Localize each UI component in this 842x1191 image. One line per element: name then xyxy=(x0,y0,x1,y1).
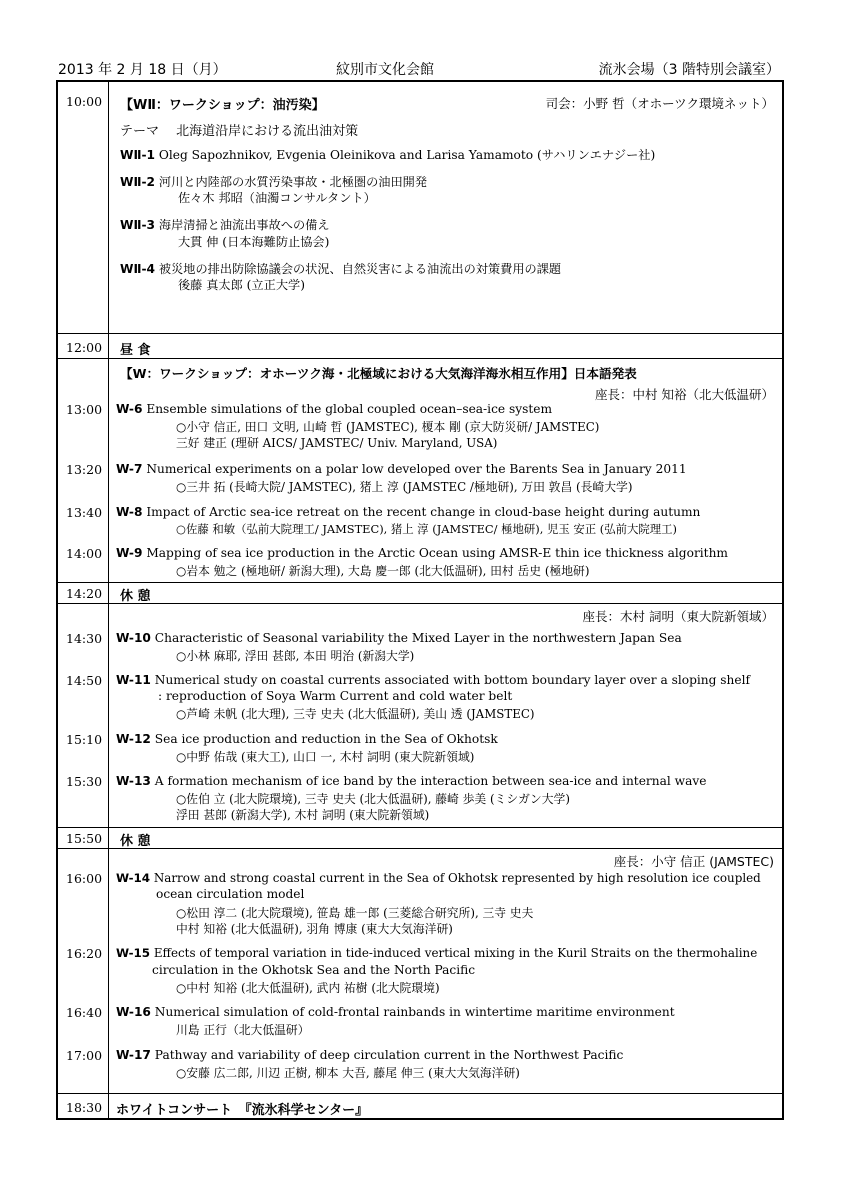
time-label: 13:40 xyxy=(66,505,103,520)
talk-id: WⅡ-4 xyxy=(120,262,156,276)
time-label: 15:10 xyxy=(66,732,103,747)
talk-line: Ensemble simulations of the global coupled ocean–sea-ice system xyxy=(146,402,553,416)
talk-authors: 大貫 伸 (日本海難防止協会) xyxy=(178,235,330,249)
talk-authors: ○佐伯 立 (北大院環境), 三寺 史夫 (北大低温研), 藤崎 歩美 (ミシガン大学) xyxy=(176,792,570,806)
talk-authors: ○岩本 勉之 (極地研/ 新潟大理), 大島 慶一郎 (北大低温研), 田村 岳史 (極地研) xyxy=(176,564,590,578)
talk-entry xyxy=(116,546,728,560)
talk-line: Characteristic of Seasonal variability the Mixed Layer in the northwestern Japan Sea xyxy=(154,631,682,645)
talk-line: A formation mechanism of ice band by the interaction between sea-ice and internal wave xyxy=(154,774,707,788)
time-label: 15:50 xyxy=(66,831,103,846)
talk-line: Numerical experiments on a polar low developed over the Barents Sea in January 2011 xyxy=(146,462,687,476)
time-label: 14:30 xyxy=(66,631,103,646)
header-venue: 紋別市文化会館 xyxy=(336,62,434,78)
talk-entry xyxy=(116,1005,675,1019)
talk-line: : reproduction of Soya Warm Current and cold water belt xyxy=(158,689,513,703)
workshop-chair: 司会：小野 哲（オホーツク環境ネット） xyxy=(545,96,774,111)
talk-id: W-16 xyxy=(116,1005,151,1019)
talk-authors: ○中野 佑哉 (東大工), 山口 一, 木村 詞明 (東大院新領域) xyxy=(176,750,475,764)
talk-id: W-15 xyxy=(116,946,151,960)
talk-id: W-14 xyxy=(116,871,151,885)
talk-line: 河川と内陸部の水質汚染事故・北極圏の油田開発 xyxy=(158,175,428,189)
talk-entry xyxy=(120,260,561,277)
talk-authors: ○安藤 広二郎, 川辺 正樹, 柳本 大吾, 藤尾 伸三 (東大大気海洋研) xyxy=(176,1066,520,1080)
talk-id: W-9 xyxy=(116,546,143,560)
talk-line: Narrow and strong coastal current in the Sea of Okhotsk represented by high resolution ice coupled xyxy=(153,871,761,885)
talk-line: Numerical study on coastal currents associated with bottom boundary layer over a sloping shelf xyxy=(154,673,751,687)
break-label: 休 憩 xyxy=(120,834,151,849)
time-label: 17:00 xyxy=(66,1048,103,1063)
talk-entry xyxy=(116,774,706,788)
talk-entry xyxy=(120,216,330,233)
talk-entry xyxy=(116,1048,623,1062)
talk-line: 海岸清掃と油流出事故への備え xyxy=(158,218,330,232)
talk-entry xyxy=(116,462,687,476)
talk-entry xyxy=(116,673,750,687)
talk-entry xyxy=(116,946,757,960)
talk-line: Sea ice production and reduction in the Sea of Okhotsk xyxy=(154,732,498,746)
talk-authors: 三好 建正 (理研 AICS/ JAMSTEC/ Univ. Maryland, USA) xyxy=(176,436,498,450)
talk-entry xyxy=(120,146,655,163)
talk-id: W-13 xyxy=(116,774,151,788)
talk-line: circulation in the Okhotsk Sea and the North Pacific xyxy=(152,963,476,977)
talk-entry xyxy=(116,402,552,416)
talk-id: W-11 xyxy=(116,673,151,687)
row-divider xyxy=(58,358,782,359)
talk-authors: ○佐藤 和敏（弘前大院理工/ JAMSTEC), 猪上 淳 (JAMSTEC/ 極地研), 児玉 安正 (弘前大院理工) xyxy=(176,522,677,536)
time-label: 10:00 xyxy=(66,94,103,109)
row-divider xyxy=(58,582,782,583)
talk-id: W-12 xyxy=(116,732,151,746)
talk-id: W-10 xyxy=(116,631,151,645)
time-label: 14:00 xyxy=(66,546,103,561)
talk-id: W-7 xyxy=(116,462,143,476)
talk-authors: 佐々木 邦昭（油濁コンサルタント） xyxy=(178,191,376,205)
talk-line: Oleg Sapozhnikov, Evgenia Oleinikova and Larisa Yamamoto (サハリンエナジー社) xyxy=(158,148,656,162)
talk-line: ocean circulation model xyxy=(156,887,305,901)
time-column-divider xyxy=(108,82,109,1118)
row-divider xyxy=(58,1093,782,1094)
talk-authors: ○小守 信正, 田口 文明, 山崎 哲 (JAMSTEC), 榎本 剛 (京大防災研/ JAMSTEC) xyxy=(176,420,600,434)
talk-authors: 浮田 甚郎 (新潟大学), 木村 詞明 (東大院新領域) xyxy=(176,808,430,822)
talk-entry xyxy=(116,871,761,885)
talk-id: W-6 xyxy=(116,402,143,416)
time-label: 16:00 xyxy=(66,871,103,886)
talk-authors: 川島 正行（北大低温研） xyxy=(176,1023,310,1037)
talk-authors: ○三井 拓 (長崎大院/ JAMSTEC), 猪上 淳 (JAMSTEC /極地研), 万田 敦昌 (長崎大学) xyxy=(176,480,633,494)
talk-line: Numerical simulation of cold-frontal rainbands in wintertime maritime environment xyxy=(154,1005,675,1019)
time-label: 14:50 xyxy=(66,673,103,688)
talk-id: WⅡ-2 xyxy=(120,175,156,189)
talk-authors: 後藤 真太郎 (立正大学) xyxy=(178,278,305,292)
time-label: 15:30 xyxy=(66,774,103,789)
talk-line: 被災地の排出防除協議会の状況、自然災害による油流出の対策費用の課題 xyxy=(158,262,562,276)
lunch-label: 昼 食 xyxy=(120,343,151,358)
header-room: 流氷会場（3 階特別会議室） xyxy=(598,62,780,78)
time-label: 13:00 xyxy=(66,402,103,417)
talk-line: Impact of Arctic sea-ice retreat on the recent change in cloud-base height during autumn xyxy=(146,505,701,519)
time-label: 18:30 xyxy=(66,1100,103,1115)
talk-id: WⅡ-1 xyxy=(120,148,156,162)
time-label: 12:00 xyxy=(66,340,103,355)
talk-line: Effects of temporal variation in tide-induced vertical mixing in the Kuril Straits on the thermohaline xyxy=(153,946,758,960)
time-label: 16:20 xyxy=(66,946,103,961)
header-date: 2013 年 2 月 18 日（月） xyxy=(58,62,227,78)
talk-authors: ○中村 知裕 (北大低温研), 武内 祐樹 (北大院環境) xyxy=(176,981,440,995)
talk-authors: ○松田 淳二 (北大院環境), 笹島 雄一郎 (三菱総合研究所), 三寺 史夫 xyxy=(176,906,534,920)
row-divider xyxy=(58,827,782,828)
time-label: 16:40 xyxy=(66,1005,103,1020)
talk-entry xyxy=(116,631,682,645)
row-divider xyxy=(58,848,782,849)
session-chair: 座長：小守 信正 (JAMSTEC) xyxy=(613,854,774,869)
talk-authors: ○小林 麻耶, 浮田 甚郎, 本田 明治 (新潟大学) xyxy=(176,649,415,663)
talk-authors: ○芦崎 未帆 (北大理), 三寺 史夫 (北大低温研), 美山 透 (JAMSTEC) xyxy=(176,707,535,721)
time-label: 14:20 xyxy=(66,586,103,601)
talk-authors: 中村 知裕 (北大低温研), 羽角 博康 (東大大気海洋研) xyxy=(176,922,453,936)
break-label: 休 憩 xyxy=(120,589,151,604)
talk-id: W-8 xyxy=(116,505,143,519)
talk-line: Mapping of sea ice production in the Arctic Ocean using AMSR-E thin ice thickness algorithm xyxy=(146,546,728,560)
row-divider xyxy=(58,333,782,334)
workshop-title: 【W：ワークショップ：オホーツク海・北極域における大気海洋海氷相互作用】日本語発表 xyxy=(120,366,637,381)
talk-line: Pathway and variability of deep circulation current in the Northwest Pacific xyxy=(154,1048,624,1062)
talk-entry xyxy=(116,505,700,519)
time-label: 13:20 xyxy=(66,462,103,477)
talk-entry xyxy=(120,173,427,190)
session-chair: 座長：木村 詞明（東大院新領域） xyxy=(582,609,774,624)
concert-label: ホワイトコンサート 『流氷科学センター』 xyxy=(116,1103,369,1118)
row-divider xyxy=(58,603,782,604)
workshop-title: 【WⅡ：ワークショップ：油汚染】 xyxy=(120,98,325,113)
schedule-table xyxy=(56,80,784,1120)
talk-id: WⅡ-3 xyxy=(120,218,156,232)
page-header xyxy=(56,56,784,78)
session-chair: 座長：中村 知裕（北大低温研） xyxy=(595,387,774,402)
talk-entry xyxy=(116,732,498,746)
talk-id: W-17 xyxy=(116,1048,151,1062)
workshop-theme: テーマ 北海道沿岸における流出油対策 xyxy=(120,124,359,139)
